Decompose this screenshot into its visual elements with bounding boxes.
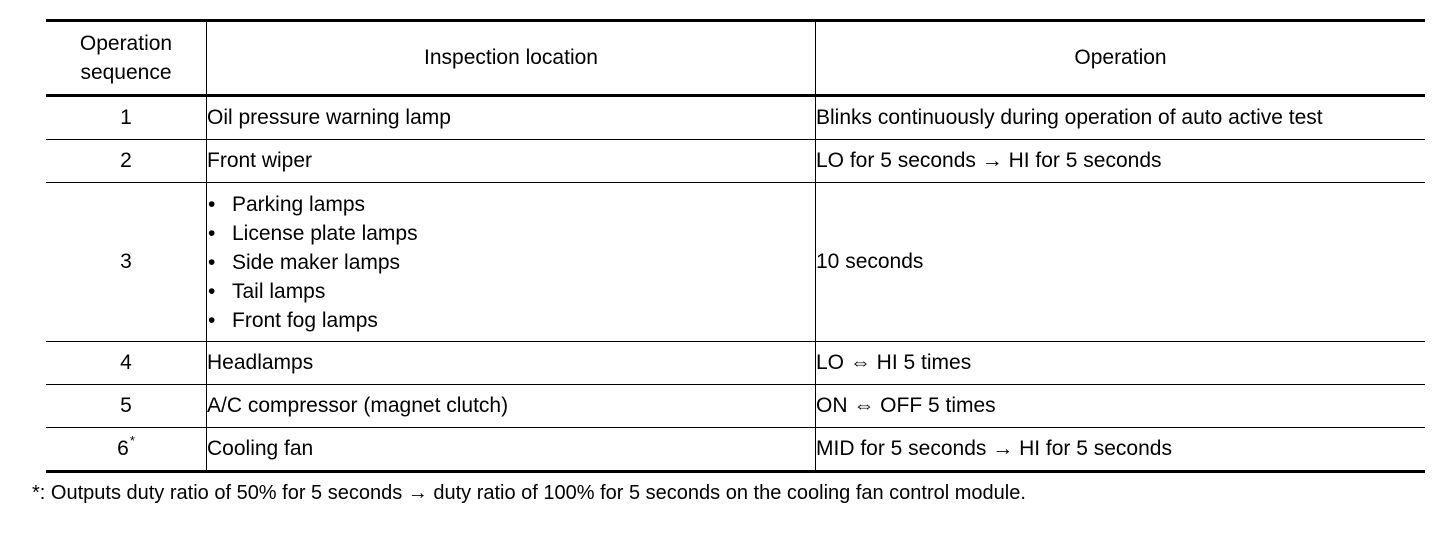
bullet-dot: • <box>208 250 216 274</box>
location-bullet-list <box>207 190 815 335</box>
footnote-text: : Outputs duty ratio of 50% for 5 seconds → duty ratio of 100% for 5 seconds on the cooling fan control module. <box>39 482 1026 504</box>
bullet-label: License plate lamps <box>232 221 418 245</box>
table-row <box>46 140 1425 183</box>
table-row <box>46 428 1425 472</box>
operation-cell: LO ⇔ HI 5 times <box>816 342 1426 385</box>
location-cell: Headlamps <box>207 342 816 385</box>
table-header-row <box>46 21 1425 96</box>
location-cell: A/C compressor (magnet clutch) <box>207 385 816 428</box>
bullet-item <box>207 277 815 306</box>
operation-sequence-table <box>46 19 1425 473</box>
table-row <box>46 96 1425 140</box>
header-sequence-label: Operation sequence <box>79 32 173 84</box>
bullet-dot: • <box>208 192 216 216</box>
header-operation: Operation <box>816 21 1426 96</box>
sequence-cell: 2 <box>46 140 207 183</box>
location-cell: Oil pressure warning lamp <box>207 96 816 140</box>
header-inspection-location: Inspection location <box>207 21 816 96</box>
bullet-item <box>207 248 815 277</box>
bullet-item <box>207 219 815 248</box>
bullet-item <box>207 306 815 335</box>
operation-cell: LO for 5 seconds → HI for 5 seconds <box>816 140 1426 183</box>
header-operation-sequence <box>46 21 207 96</box>
table-row <box>46 385 1425 428</box>
operation-cell: 10 seconds <box>816 183 1426 342</box>
operation-cell: Blinks continuously during operation of auto active test <box>816 96 1426 140</box>
bullet-dot: • <box>208 279 216 303</box>
table-row <box>46 183 1425 342</box>
sequence-cell: 3 <box>46 183 207 342</box>
table-row <box>46 342 1425 385</box>
table-footnote <box>32 482 1026 505</box>
operation-cell: MID for 5 seconds → HI for 5 seconds <box>816 428 1426 472</box>
bullet-label: Side maker lamps <box>232 250 401 274</box>
footnote-marker: * <box>129 433 135 448</box>
sequence-cell: 5 <box>46 385 207 428</box>
bullet-label: Front fog lamps <box>232 308 378 332</box>
location-cell: Front wiper <box>207 140 816 183</box>
bullet-label: Parking lamps <box>232 192 366 216</box>
sequence-number: 6 <box>117 437 129 460</box>
sequence-cell: 4 <box>46 342 207 385</box>
operation-cell: ON ⇔ OFF 5 times <box>816 385 1426 428</box>
bullet-item <box>207 190 815 219</box>
sequence-cell: 1 <box>46 96 207 140</box>
sequence-cell <box>46 428 207 472</box>
bullet-label: Tail lamps <box>232 279 326 303</box>
location-cell <box>207 183 816 342</box>
footnote-marker: * <box>32 482 40 504</box>
bullet-dot: • <box>208 221 216 245</box>
bullet-dot: • <box>208 308 216 332</box>
location-cell: Cooling fan <box>207 428 816 472</box>
